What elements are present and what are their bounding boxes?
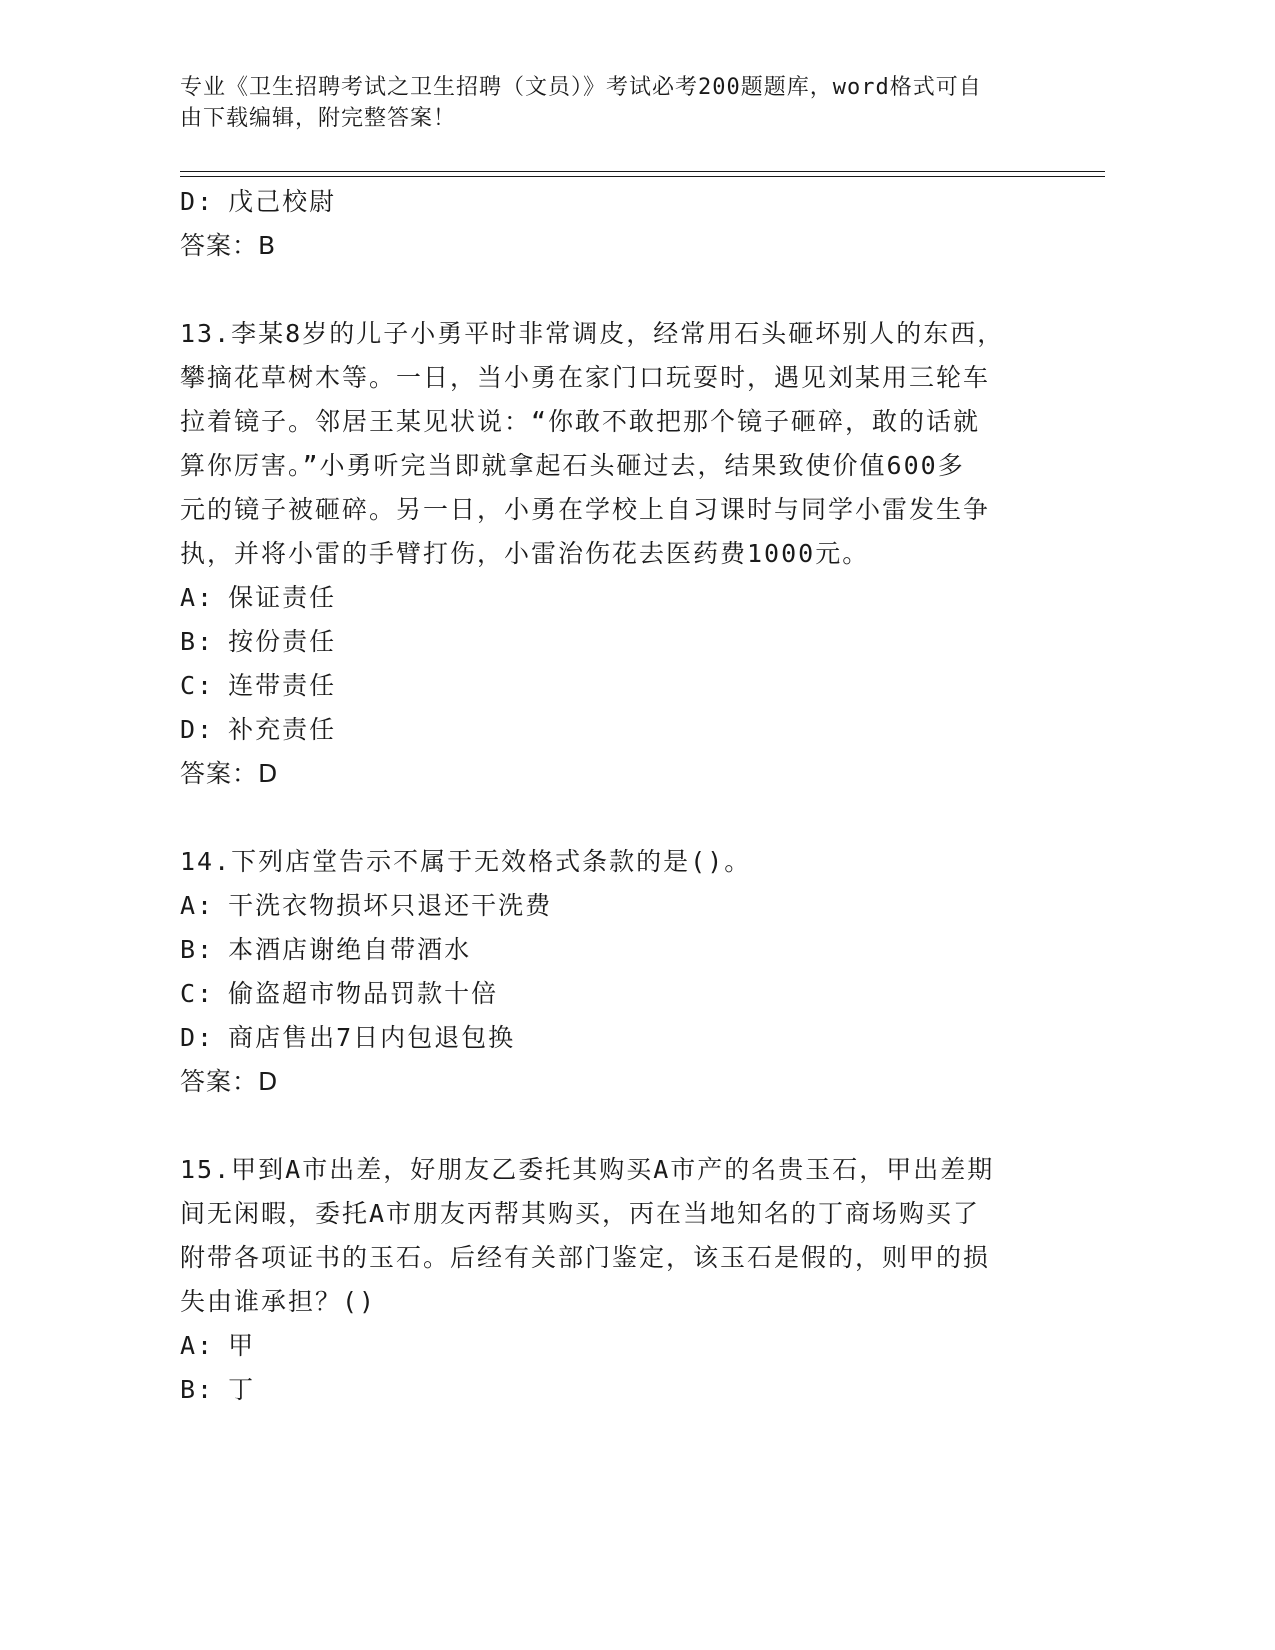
option-text: 偷盗超市物品罚款十倍 [228, 979, 499, 1008]
question-15-option-a [180, 1324, 1030, 1368]
option-label: C: [180, 979, 215, 1008]
question-13-option-c [180, 664, 1030, 708]
question-14-option-b [180, 928, 1030, 972]
document-header [180, 72, 1040, 134]
question-14-line-1: 14.下列店堂告示不属于无效格式条款的是()。 [180, 847, 752, 876]
question-13 [180, 312, 1030, 796]
header-rule-bottom [180, 176, 1105, 177]
option-label: D: [180, 715, 215, 744]
spacer [180, 796, 1030, 840]
option-label: A: [180, 891, 215, 920]
option-text: 丁 [228, 1375, 256, 1404]
document-body [180, 180, 1030, 1412]
prev-answer: 答案：B [180, 231, 277, 260]
option-text: 戊己校尉 [228, 187, 337, 216]
option-text: 商店售出7日内包退包换 [228, 1023, 516, 1052]
option-label: A: [180, 583, 215, 612]
option-label: A: [180, 1331, 215, 1360]
question-13-answer: 答案：D [180, 759, 279, 788]
question-15 [180, 1148, 1030, 1412]
question-13-option-b [180, 620, 1030, 664]
question-14-option-d [180, 1016, 1030, 1060]
question-13-line-2: 攀摘花草树木等。一日，当小勇在家门口玩耍时，遇见刘某用三轮车 [180, 363, 991, 392]
question-13-option-a [180, 576, 1030, 620]
question-14-option-c [180, 972, 1030, 1016]
question-15-line-4: 失由谁承担？() [180, 1287, 377, 1316]
question-15-line-1: 15.甲到A市出差，好朋友乙委托其购买A市产的名贵玉石，甲出差期 [180, 1155, 995, 1184]
option-text: 干洗衣物损坏只退还干洗费 [228, 891, 553, 920]
question-14 [180, 840, 1030, 1104]
header-line-2: 由下载编辑，附完整答案！ [180, 106, 457, 131]
option-label: B: [180, 1375, 215, 1404]
option-label: B: [180, 627, 215, 656]
option-label: D: [180, 1023, 215, 1052]
option-text: 按份责任 [228, 627, 337, 656]
option-text: 连带责任 [228, 671, 337, 700]
option-text: 补充责任 [228, 715, 337, 744]
question-13-line-6: 执，并将小雷的手臂打伤，小雷治伤花去医药费1000元。 [180, 539, 870, 568]
question-14-answer: 答案：D [180, 1067, 279, 1096]
question-13-option-d [180, 708, 1030, 752]
question-13-line-5: 元的镜子被砸碎。另一日，小勇在学校上自习课时与同学小雷发生争 [180, 495, 991, 524]
spacer [180, 268, 1030, 312]
spacer [180, 1104, 1030, 1148]
option-label: B: [180, 935, 215, 964]
question-13-line-4: 算你厉害。”小勇听完当即就拿起石头砸过去，结果致使价值600多 [180, 451, 965, 480]
question-13-line-1: 13.李某8岁的儿子小勇平时非常调皮，经常用石头砸坏别人的东西， [180, 319, 1005, 348]
option-label: C: [180, 671, 215, 700]
option-text: 本酒店谢绝自带酒水 [228, 935, 472, 964]
option-text: 甲 [228, 1331, 256, 1360]
question-13-line-3: 拉着镜子。邻居王某见状说：“你敢不敢把那个镜子砸碎，敢的话就 [180, 407, 981, 436]
option-label: D: [180, 187, 215, 216]
question-14-option-a [180, 884, 1030, 928]
option-text: 保证责任 [228, 583, 337, 612]
header-line-1: 专业《卫生招聘考试之卫生招聘（文员）》考试必考200题题库，word格式可自 [180, 75, 982, 100]
header-rule-top [180, 171, 1105, 172]
question-15-line-2: 间无闲暇，委托A市朋友丙帮其购买，丙在当地知名的丁商场购买了 [180, 1199, 981, 1228]
question-15-option-b [180, 1368, 1030, 1412]
question-15-line-3: 附带各项证书的玉石。后经有关部门鉴定，该玉石是假的，则甲的损 [180, 1243, 991, 1272]
prev-option-d [180, 180, 1030, 224]
